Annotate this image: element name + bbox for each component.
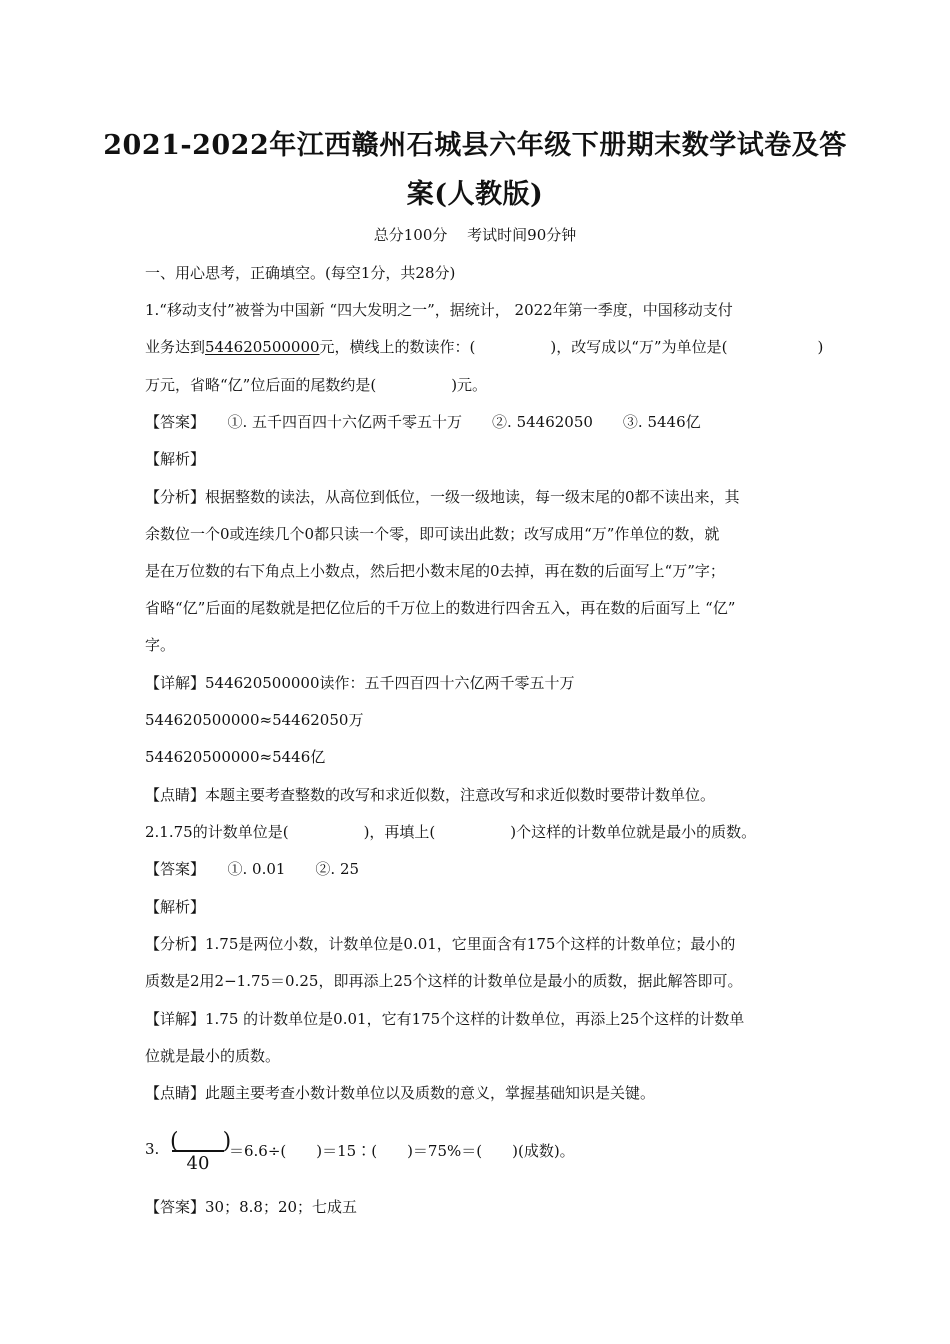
q1-analysis-2: 余数位一个0或连续几个0都只读一个零，即可读出此数；改写成用“万”作单位的数，就 bbox=[145, 525, 720, 543]
q1-jiexi: 【解析】 bbox=[145, 450, 206, 468]
q2-analysis-1: 【分析】1.75是两位小数，计数单位是0.01，它里面含有175个这样的计数单位；最小的 bbox=[145, 935, 736, 953]
q3-fraction-bar bbox=[172, 1150, 224, 1152]
q1-detail-3: 544620500000≈5446亿 bbox=[145, 748, 326, 766]
document-title-line-2: 案(人教版) bbox=[406, 179, 544, 210]
q1-detail-1: 【详解】544620500000读作：五千四百四十六亿两千零五十万 bbox=[145, 674, 575, 692]
q1-comment: 【点睛】本题主要考查整数的改写和求近似数，注意改写和求近似数时要带计数单位。 bbox=[145, 786, 716, 804]
q1-line-2-suffix: 元，横线上的数读作：( )，改写成以“万”为单位是( ) bbox=[319, 338, 824, 356]
q1-answer: 【答案】 ①. 五千四百四十六亿两千零五十万 ②. 54462050 ③. 5446亿 bbox=[145, 413, 701, 431]
section-heading: 一、用心思考，正确填空。(每空1分，共28分) bbox=[145, 264, 456, 282]
q2-jiexi: 【解析】 bbox=[145, 898, 206, 916]
q1-line-2-prefix: 业务达到 bbox=[145, 338, 206, 356]
q1-line-1: 1.“移动支付”被誉为中国新 “四大发明之一”，据统计， 2022年第一季度，中国移动支付 bbox=[145, 301, 733, 319]
q3-label: 3. bbox=[145, 1140, 160, 1158]
document-title-line-1: 2021-2022年江西赣州石城县六年级下册期末数学试卷及答 bbox=[103, 130, 847, 161]
q1-analysis-5: 字。 bbox=[145, 636, 176, 654]
q1-underlined-number: 544620500000 bbox=[205, 338, 320, 356]
q2-analysis-2: 质数是2用2−1.75＝0.25，即再添上25个这样的计数单位是最小的质数，据此解答即可。 bbox=[145, 972, 743, 990]
q3-fraction-denominator: 40 bbox=[186, 1153, 210, 1174]
q1-detail-2: 544620500000≈54462050万 bbox=[145, 711, 364, 729]
q2-answer: 【答案】 ①. 0.01 ②. 25 bbox=[145, 860, 360, 878]
q1-line-3: 万元，省略“亿”位后面的尾数约是( )元。 bbox=[145, 376, 488, 394]
q1-analysis-3: 是在万位数的右下角点上小数点，然后把小数末尾的0去掉，再在数的后面写上“万”字； bbox=[145, 562, 725, 580]
q3-fraction-numerator: ( ) bbox=[170, 1129, 232, 1154]
exam-info: 总分100分 考试时间90分钟 bbox=[373, 226, 577, 244]
q3-answer: 【答案】30；8.8；20；七成五 bbox=[145, 1198, 358, 1216]
q1-line-2 bbox=[145, 336, 823, 357]
q1-analysis-1: 【分析】根据整数的读法，从高位到低位，一级一级地读，每一级末尾的0都不读出来，其 bbox=[145, 488, 740, 506]
q2-line-1: 2.1.75的计数单位是( )，再填上( )个这样的计数单位就是最小的质数。 bbox=[145, 823, 757, 841]
q2-detail-1: 【详解】1.75 的计数单位是0.01，它有175个这样的计数单位，再添上25个这样的计数单 bbox=[145, 1010, 745, 1028]
q2-comment: 【点睛】此题主要考查小数计数单位以及质数的意义，掌握基础知识是关键。 bbox=[145, 1084, 656, 1102]
q2-detail-2: 位就是最小的质数。 bbox=[145, 1047, 281, 1065]
q3-fraction bbox=[170, 1124, 232, 1176]
q3-equation: ＝6.6÷( )＝15∶( )＝75%＝( )(成数)。 bbox=[229, 1142, 575, 1160]
q1-analysis-4: 省略“亿”后面的尾数就是把亿位后的千万位上的数进行四舍五入，再在数的后面写上 “亿” bbox=[145, 599, 736, 617]
